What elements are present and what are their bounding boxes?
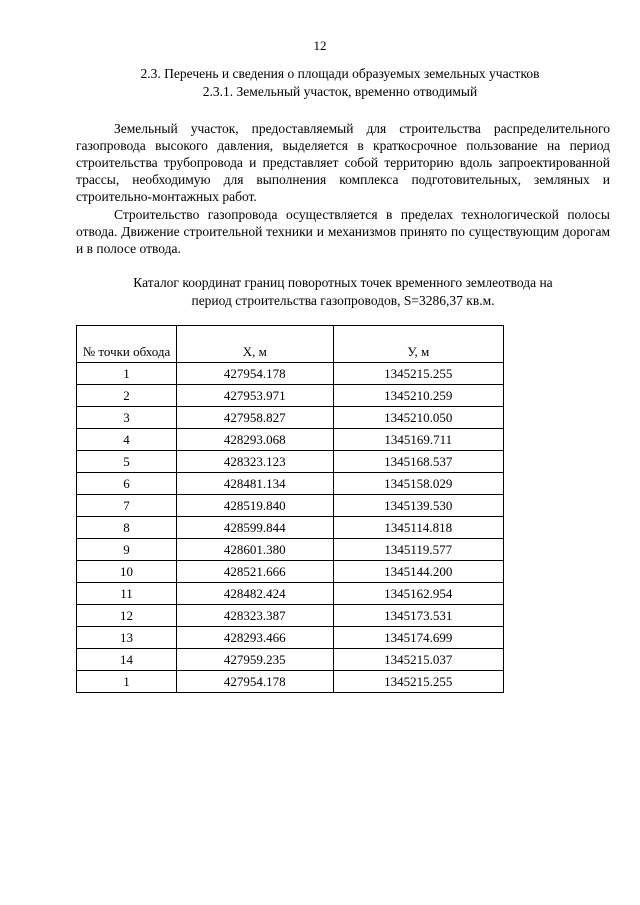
y-cell: 1345215.255 (333, 363, 503, 385)
point-number-cell: 8 (77, 517, 177, 539)
point-number-cell: 3 (77, 407, 177, 429)
x-cell: 428293.068 (177, 429, 334, 451)
x-cell: 427959.235 (177, 649, 334, 671)
x-cell: 428481.134 (177, 473, 334, 495)
x-cell: 427953.971 (177, 385, 334, 407)
y-cell: 1345162.954 (333, 583, 503, 605)
table-row (77, 407, 504, 429)
point-number-cell: 4 (77, 429, 177, 451)
page-number: 12 (313, 38, 327, 53)
point-number-cell: 1 (77, 671, 177, 693)
table-row (77, 473, 504, 495)
x-cell: 428482.424 (177, 583, 334, 605)
x-cell: 428293.466 (177, 627, 334, 649)
point-number-cell: 12 (77, 605, 177, 627)
table-row (77, 583, 504, 605)
paragraph-construction-strip: Строительство газопровода осуществляется в пределах технологической полосы отвода. Движение строительной техники и механизмов принято по существующим дорогам и в полосе отвода. (76, 207, 610, 256)
point-number-cell: 1 (77, 363, 177, 385)
table-caption-line-2: период строительства газопроводов, S=3286,37 кв.м. (191, 293, 495, 308)
y-cell: 1345210.259 (333, 385, 503, 407)
point-number-cell: 5 (77, 451, 177, 473)
point-number-cell: 2 (77, 385, 177, 407)
point-number-cell: 10 (77, 561, 177, 583)
table-row (77, 539, 504, 561)
table-row (77, 451, 504, 473)
y-cell: 1345169.711 (333, 429, 503, 451)
table-row (77, 363, 504, 385)
x-cell: 428599.844 (177, 517, 334, 539)
x-cell: 427954.178 (177, 363, 334, 385)
table-row (77, 649, 504, 671)
table-row (77, 605, 504, 627)
point-number-cell: 11 (77, 583, 177, 605)
x-cell: 428601.380 (177, 539, 334, 561)
y-cell: 1345210.050 (333, 407, 503, 429)
table-row (77, 627, 504, 649)
table-row (77, 671, 504, 693)
point-number-cell: 9 (77, 539, 177, 561)
table-row (77, 517, 504, 539)
point-number-cell: 14 (77, 649, 177, 671)
subsection-heading: 2.3.1. Земельный участок, временно отводимый (202, 84, 478, 99)
y-cell: 1345144.200 (333, 561, 503, 583)
header-x-coordinate: Х, м (177, 326, 334, 363)
x-cell: 428323.123 (177, 451, 334, 473)
x-cell: 427958.827 (177, 407, 334, 429)
x-cell: 428323.387 (177, 605, 334, 627)
y-cell: 1345215.037 (333, 649, 503, 671)
x-cell: 428521.666 (177, 561, 334, 583)
y-cell: 1345174.699 (333, 627, 503, 649)
y-cell: 1345168.537 (333, 451, 503, 473)
point-number-cell: 13 (77, 627, 177, 649)
table-row (77, 429, 504, 451)
header-point-number: № точки обхода (77, 326, 177, 363)
x-cell: 427954.178 (177, 671, 334, 693)
section-heading: 2.3. Перечень и сведения о площади образуемых земельных участков (140, 66, 540, 81)
y-cell: 1345158.029 (333, 473, 503, 495)
header-y-coordinate: У, м (333, 326, 503, 363)
point-number-cell: 6 (77, 473, 177, 495)
table-row (77, 495, 504, 517)
x-cell: 428519.840 (177, 495, 334, 517)
paragraph-land-plot: Земельный участок, предоставляемый для строительства распределительного газопровода высокого давления, выделяется в краткосрочное пользование на период строительства трубопровода и представляет собой территорию вдоль запроектированной трассы, необходимую для выполнения комплекса подготовительных, земляных и строительно-монтажных работ. (76, 121, 610, 204)
y-cell: 1345215.255 (333, 671, 503, 693)
coordinates-table (76, 325, 504, 693)
table-header-row (77, 326, 504, 363)
y-cell: 1345139.530 (333, 495, 503, 517)
table-caption-line-1: Каталог координат границ поворотных точек временного землеотвода на (133, 275, 553, 290)
y-cell: 1345114.818 (333, 517, 503, 539)
point-number-cell: 7 (77, 495, 177, 517)
y-cell: 1345119.577 (333, 539, 503, 561)
table-row (77, 385, 504, 407)
y-cell: 1345173.531 (333, 605, 503, 627)
table-row (77, 561, 504, 583)
